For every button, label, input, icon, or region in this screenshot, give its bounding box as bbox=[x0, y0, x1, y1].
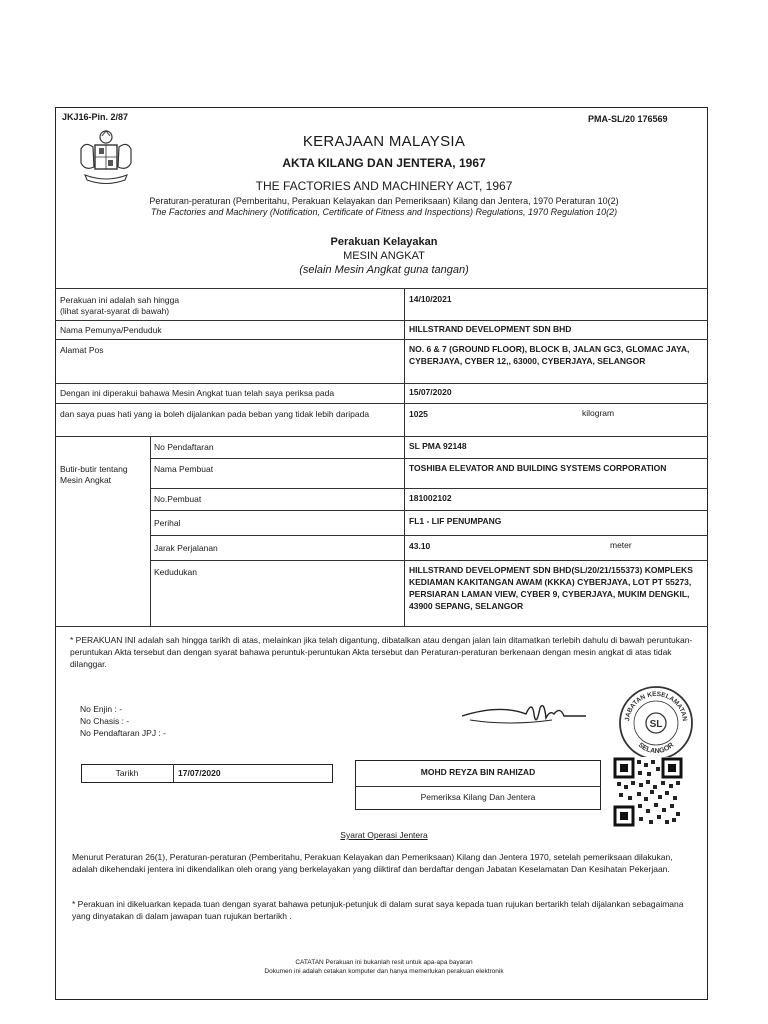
inspector-name: MOHD REYZA BIN RAHIZAD bbox=[420, 767, 536, 777]
location-value: HILLSTRAND DEVELOPMENT SDN BHD(SL/20/21/155373) KOMPLEKS KEDIAMAN KAKITANGAN AWAM (KKKA) CYBERJAYA, LOT PT 55273, PERSIARAN LAMAN VIEW, CYBER 9, CYBERJAYA, MUKIM DENGKIL, 43900 SEPANG, SELANGOR bbox=[409, 565, 693, 611]
conditions-paragraph-1: Menurut Peraturan 26(1), Peraturan-peraturan (Pemberitahu, Perakuan Kelayakan dan Pemeriksaan) Kilang dan Jentera 1970, setelah pemeriksaan dilakukan, adalah dikehendaki jentera ini dikendalikan oleh orang yang berkelayakan yang diiktiraf dan berdaftar dengan Jabatan Keselamatan Dan Kesihatan Pekerjaan. bbox=[72, 852, 673, 874]
footer-note-2: Dokumen ini adalah cetakan komputer dan hanya memerlukan perakuan elektronik bbox=[264, 968, 504, 975]
serial-number: PMA-SL/20 176569 bbox=[588, 114, 668, 124]
date-value: 17/07/2020 bbox=[178, 768, 221, 778]
table-rule bbox=[150, 458, 708, 459]
owner-label: Nama Pemunya/Penduduk bbox=[60, 325, 162, 335]
load-label: dan saya puas hati yang ia boleh dijalankan pada beban yang tidak lebih daripada bbox=[60, 409, 370, 419]
certificate-note: (selain Mesin Angkat guna tangan) bbox=[299, 264, 469, 276]
act-title-malay: AKTA KILANG DAN JENTERA, 1967 bbox=[282, 156, 486, 170]
stamp-top-text: JABATAN KESELAMATAN bbox=[624, 690, 688, 722]
qr-code-icon bbox=[613, 757, 683, 827]
table-rule bbox=[55, 403, 708, 404]
table-rule bbox=[150, 535, 708, 536]
table-rule bbox=[150, 560, 708, 561]
table-rule bbox=[55, 320, 708, 321]
date-label: Tarikh bbox=[115, 768, 139, 778]
load-unit: kilogram bbox=[582, 408, 615, 418]
details-label: Butir-butir tentang Mesin Angkat bbox=[60, 464, 128, 485]
address-value: NO. 6 & 7 (GROUND FLOOR), BLOCK B, JALAN GC3, GLOMAC JAYA, CYBERJAYA, CYBER 12,, 63000, CYBERJAYA, SELANGOR bbox=[409, 344, 690, 366]
form-code: JKJ16-Pin. 2/87 bbox=[62, 112, 129, 122]
certificate-title: Perakuan Kelayakan bbox=[330, 236, 438, 248]
certificate-subtitle: MESIN ANGKAT bbox=[343, 250, 425, 262]
table-rule bbox=[55, 436, 708, 437]
description-value: FL1 - LIF PENUMPANG bbox=[409, 516, 502, 526]
location-label: Kedudukan bbox=[154, 567, 198, 577]
load-value: 1025 bbox=[409, 409, 428, 419]
inspector-title: Pemeriksa Kilang Dan Jentera bbox=[420, 792, 536, 802]
description-label: Perihal bbox=[154, 518, 181, 528]
svg-text:SELANGOR bbox=[637, 742, 676, 755]
table-rule bbox=[55, 339, 708, 340]
maker-no-label: No.Pembuat bbox=[154, 494, 202, 504]
stamp-center-text: SL bbox=[649, 719, 663, 730]
reg-no-value: SL PMA 92148 bbox=[409, 441, 467, 451]
conditions-title: Syarat Operasi Jentera bbox=[340, 830, 428, 840]
date-divider bbox=[173, 764, 174, 783]
act-title-english: THE FACTORIES AND MACHINERY ACT, 1967 bbox=[255, 179, 513, 193]
jpj-no: No Pendaftaran JPJ : - bbox=[80, 728, 166, 738]
address-label: Alamat Pos bbox=[60, 345, 104, 355]
inspector-divider bbox=[355, 786, 601, 787]
table-rule bbox=[55, 626, 708, 627]
table-rule bbox=[55, 288, 708, 289]
travel-value: 43.10 bbox=[409, 541, 431, 551]
table-rule bbox=[55, 383, 708, 384]
stamp-bottom-text: SELANGOR bbox=[636, 741, 676, 756]
table-rule bbox=[150, 488, 708, 489]
maker-no-value: 181002102 bbox=[409, 493, 452, 503]
valid-until-label: Perakuan ini adalah sah hingga (lihat syarat-syarat di bawah) bbox=[60, 295, 180, 316]
chassis-no: No Chasis : - bbox=[80, 716, 130, 726]
engine-no: No Enjin : - bbox=[80, 704, 123, 714]
inspection-date: 15/07/2020 bbox=[409, 387, 452, 397]
valid-until-value: 14/10/2021 bbox=[409, 294, 452, 304]
owner-value: HILLSTRAND DEVELOPMENT SDN BHD bbox=[409, 324, 572, 334]
regulation-english: The Factories and Machinery (Notification, Certificate of Fitness and Inspections) Regulations, 1970 Regulation 10(2) bbox=[150, 207, 618, 217]
reg-no-label: No Pendaftaran bbox=[154, 442, 214, 452]
maker-value: TOSHIBA ELEVATOR AND BUILDING SYSTEMS CORPORATION bbox=[409, 463, 667, 473]
inspection-label: Dengan ini diperakui bahawa Mesin Angkat tuan telah saya periksa pada bbox=[60, 388, 335, 398]
validity-note: * PERAKUAN INI adalah sah hingga tarikh di atas, melainkan jika telah digantung, dibatalkan atau dengan jalan lain ditamatkan terlebih dahulu di bawah peruntukan-peruntukan Akta tersebut dan dengan syarat bahawa peruntuk-peruntukan Akta tersebut dan Peraturan-peraturan berkenaan dengan mesin angkat di atas tidak dilanggar. bbox=[70, 635, 693, 669]
footer-note-1: CATATAN Perakuan ini bukanlah resit untuk apa-apa bayaran bbox=[295, 959, 473, 966]
travel-label: Jarak Perjalanan bbox=[154, 543, 218, 553]
conditions-paragraph-2: * Perakuan ini dikeluarkan kepada tuan dengan syarat bahawa petunjuk-petunjuk di dalam surat saya kepada tuan rujukan bertarikh telah dijalankan sebagaimana yang dinyatakan di dalam jawapan tuan rujukan bertarikh . bbox=[72, 899, 684, 921]
regulation-malay: Peraturan-peraturan (Pemberitahu, Perakuan Kelayakan dan Pemeriksaan) Kilang dan Jentera, 1970 Peraturan 10(2) bbox=[149, 196, 619, 206]
maker-label: Nama Pembuat bbox=[154, 464, 214, 474]
table-divider bbox=[150, 436, 151, 626]
table-rule bbox=[150, 510, 708, 511]
official-stamp-icon bbox=[617, 684, 695, 762]
travel-unit: meter bbox=[610, 540, 632, 550]
signature-icon bbox=[460, 690, 590, 732]
table-divider bbox=[404, 288, 405, 626]
government-title: KERAJAAN MALAYSIA bbox=[302, 133, 466, 150]
